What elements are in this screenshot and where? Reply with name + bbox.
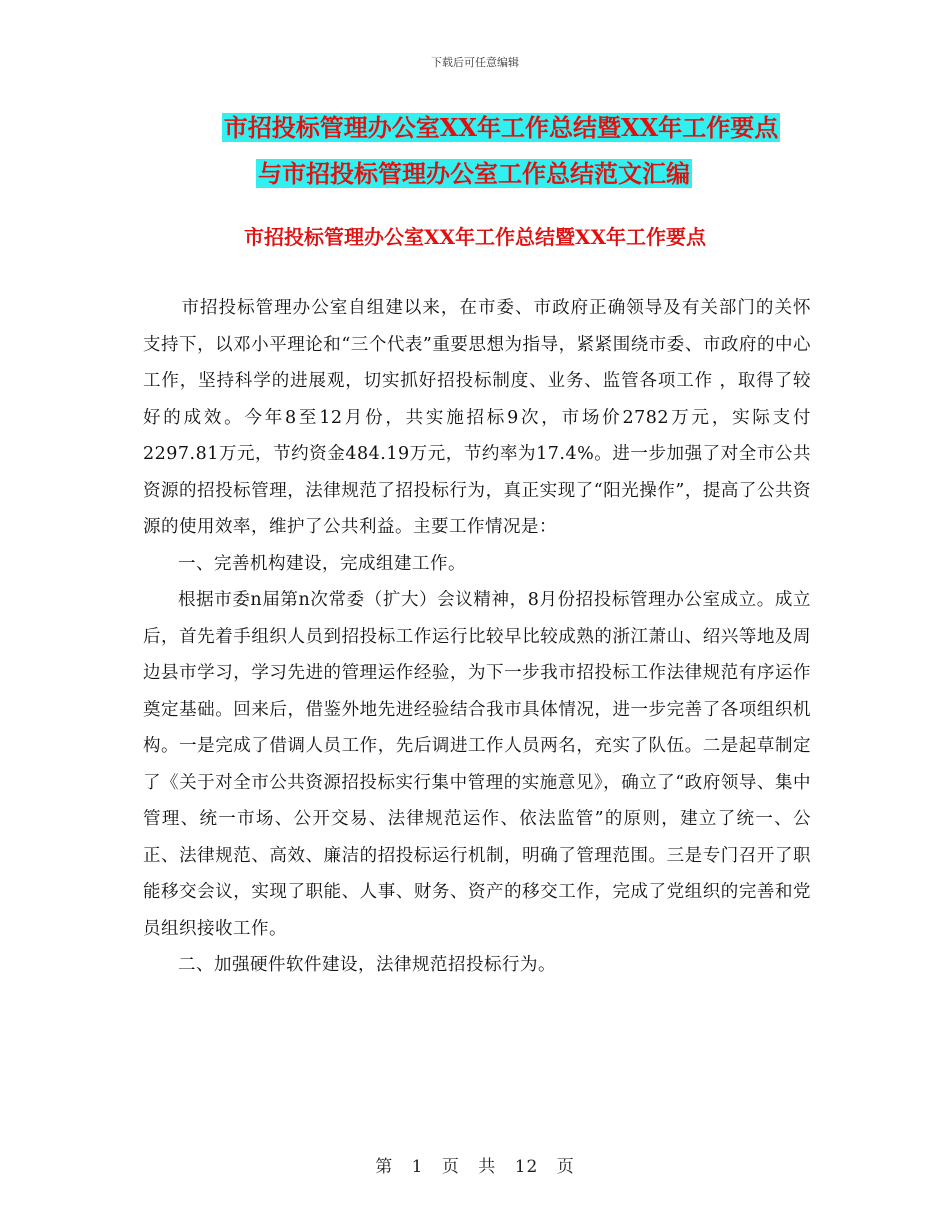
paragraph-heading-2: 二、加强硬件软件建设，法律规范招投标行为。 [178, 955, 556, 975]
page-footer [0, 1152, 950, 1177]
main-title-line-1-text: 市招投标管理办公室XX年工作总结暨XX年工作要点 [223, 113, 779, 142]
paragraph-heading-1: 一、完善机构建设，完成组建工作。 [178, 553, 466, 574]
footer-page-word: 页 [441, 1157, 460, 1177]
paragraph-intro: 市招投标管理办公室自组建以来，在市委、市政府正确领导及有关部门的关怀支持下，以邓小平理论和“三个代表”重要思想为指导，紧紧围绕市委、市政府的中心工作，坚持科学的进展观，切实抓好招投标制度、业务、监管各项工作 ，取得了较好的成效。今年8至12月份，共实施招标9次，市场价2782万元，实际支付2297.81万元，节约资金484.19万元，节约率为17.4%。进一步加强了对全市公共资源的招投标管理，法律规范了招投标行为，真正实现了“阳光操作”，提高了公共资源的使用效率，维护了公共利益。主要工作情况是： [143, 298, 811, 537]
main-title-line-2-text: 与市招投标管理办公室工作总结范文汇编 [258, 159, 690, 188]
main-title-line-2 [0, 156, 949, 192]
footer-page-number: 1 [411, 1157, 424, 1177]
footer-prefix: 第 [375, 1157, 394, 1177]
paragraph-org-build: 根据市委n届第n次常委（扩大）会议精神，8月份招投标管理办公室成立。成立后，首先着手组织人员到招投标工作运行比较早比较成熟的浙江萧山、绍兴等地及周边县市学习，学习先进的管理运作经验，为下一步我市招投标工作法律规范有序运作奠定基础。回来后，借鉴外地先进经验结合我市具体情况，进一步完善了各项组织机构。一是完成了借调人员工作，先后调进工作人员两名，充实了队伍。二是起草制定了《关于对全市公共资源招投标实行集中管理的实施意见》，确立了“政府领导、集中管理、统一市场、公开交易、法律规范运作、依法监管”的原则，建立了统一、公正、法律规范、高效、廉洁的招投标运行机制，明确了管理范围。三是专门召开了职能移交会议，实现了职能、人事、财务、资产的移交工作，完成了党组织的完善和党员组织接收工作。 [143, 590, 811, 939]
main-title-line-1 [26, 110, 950, 146]
footer-total-word: 共 [478, 1157, 497, 1177]
header-note: 下载后可任意编辑 [431, 56, 519, 69]
footer-suffix: 页 [556, 1157, 575, 1177]
body-text [143, 290, 811, 984]
section-title: 市招投标管理办公室XX年工作总结暨XX年工作要点 [243, 225, 707, 249]
footer-total-pages: 12 [514, 1157, 539, 1177]
